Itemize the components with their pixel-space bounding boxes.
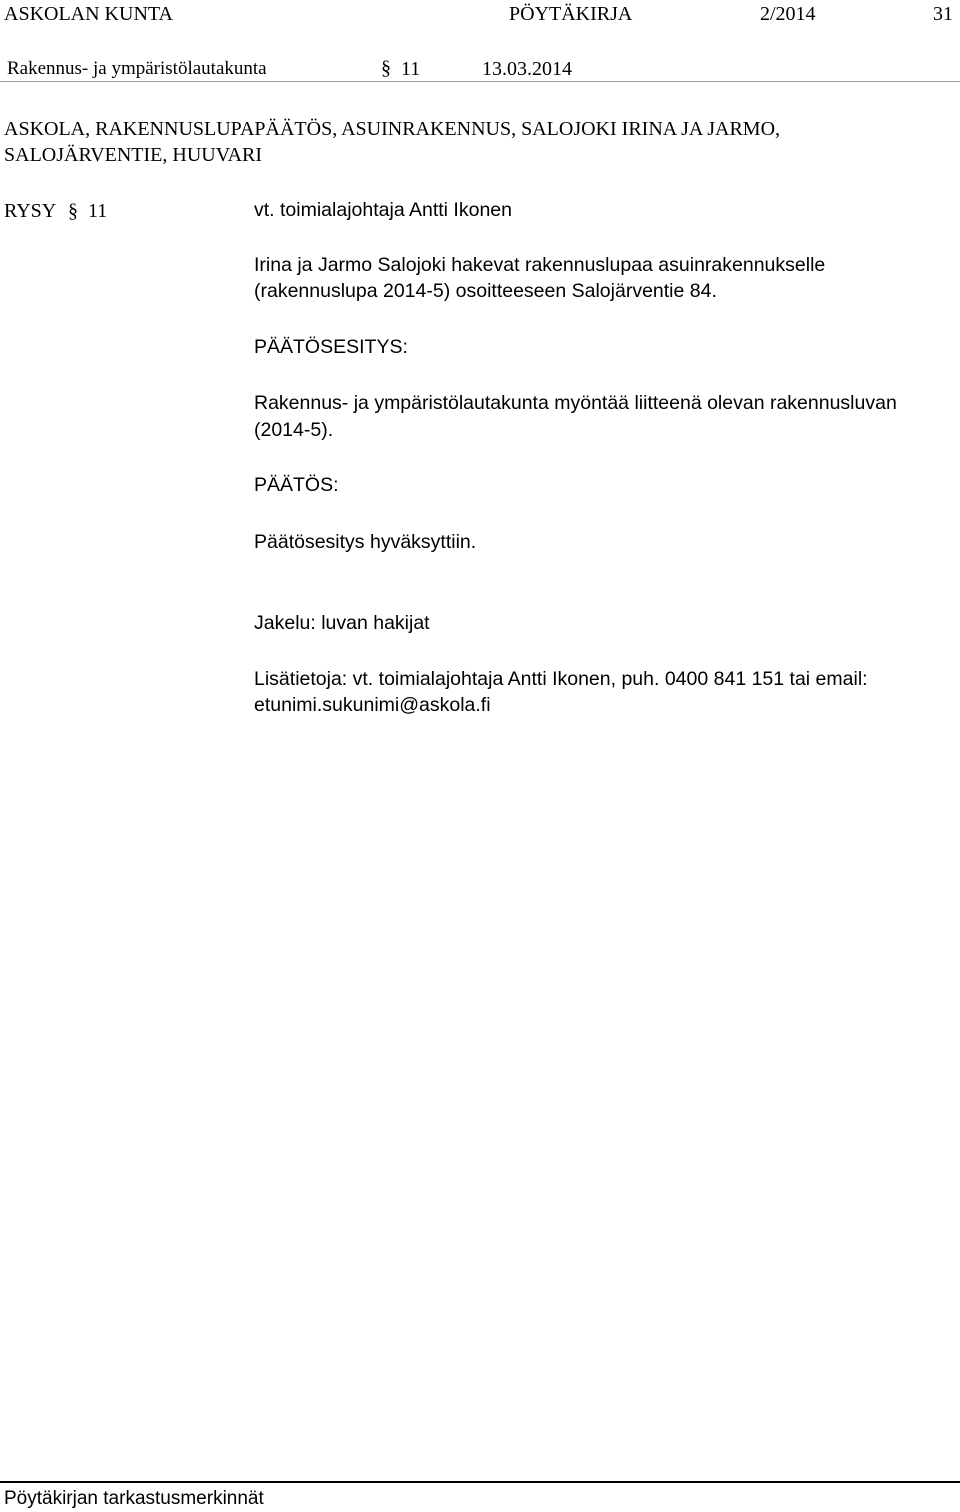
proposal-line-2: (2014-5). — [254, 419, 334, 441]
decision-heading: PÄÄTÖS: — [254, 474, 339, 496]
section-number: 11 — [401, 58, 421, 80]
distribution-text: Jakelu: luvan hakijat — [254, 612, 430, 634]
document-number: 2/2014 — [760, 3, 816, 25]
page-number: 31 — [933, 3, 953, 25]
municipality-name: ASKOLAN KUNTA — [4, 3, 173, 25]
document-type: PÖYTÄKIRJA — [509, 3, 633, 25]
section-sign: § — [381, 57, 391, 79]
item-label: RYSY — [4, 200, 57, 222]
title-line-2: SALOJÄRVENTIE, HUUVARI — [4, 144, 263, 166]
item-presenter: vt. toimialajohtaja Antti Ikonen — [254, 199, 512, 221]
intro-line-2: (rakennuslupa 2014-5) osoitteeseen Salojärventie 84. — [254, 280, 717, 302]
header-rule — [0, 81, 960, 82]
board-name: Rakennus- ja ympäristölautakunta — [7, 58, 267, 79]
info-line-1: Lisätietoja: vt. toimialajohtaja Antti Ikonen, puh. 0400 841 151 tai email: — [254, 668, 868, 690]
intro-line-1: Irina ja Jarmo Salojoki hakevat rakennuslupaa asuinrakennukselle — [254, 254, 826, 276]
title-line-1: ASKOLA, RAKENNUSLUPAPÄÄTÖS, ASUINRAKENNUS, SALOJOKI IRINA JA JARMO, — [4, 118, 781, 140]
footer-rule — [0, 1481, 960, 1483]
decision-text: Päätösesitys hyväksyttiin. — [254, 531, 477, 553]
proposal-line-1: Rakennus- ja ympäristölautakunta myöntää liitteenä olevan rakennusluvan — [254, 392, 897, 414]
meeting-date: 13.03.2014 — [482, 58, 572, 80]
item-section-sign: § — [68, 200, 78, 222]
item-number: 11 — [88, 200, 108, 222]
footer-label: Pöytäkirjan tarkastusmerkinnät — [4, 1488, 264, 1509]
info-line-2: etunimi.sukunimi@askola.fi — [254, 694, 491, 716]
proposal-heading: PÄÄTÖSESITYS: — [254, 336, 408, 358]
